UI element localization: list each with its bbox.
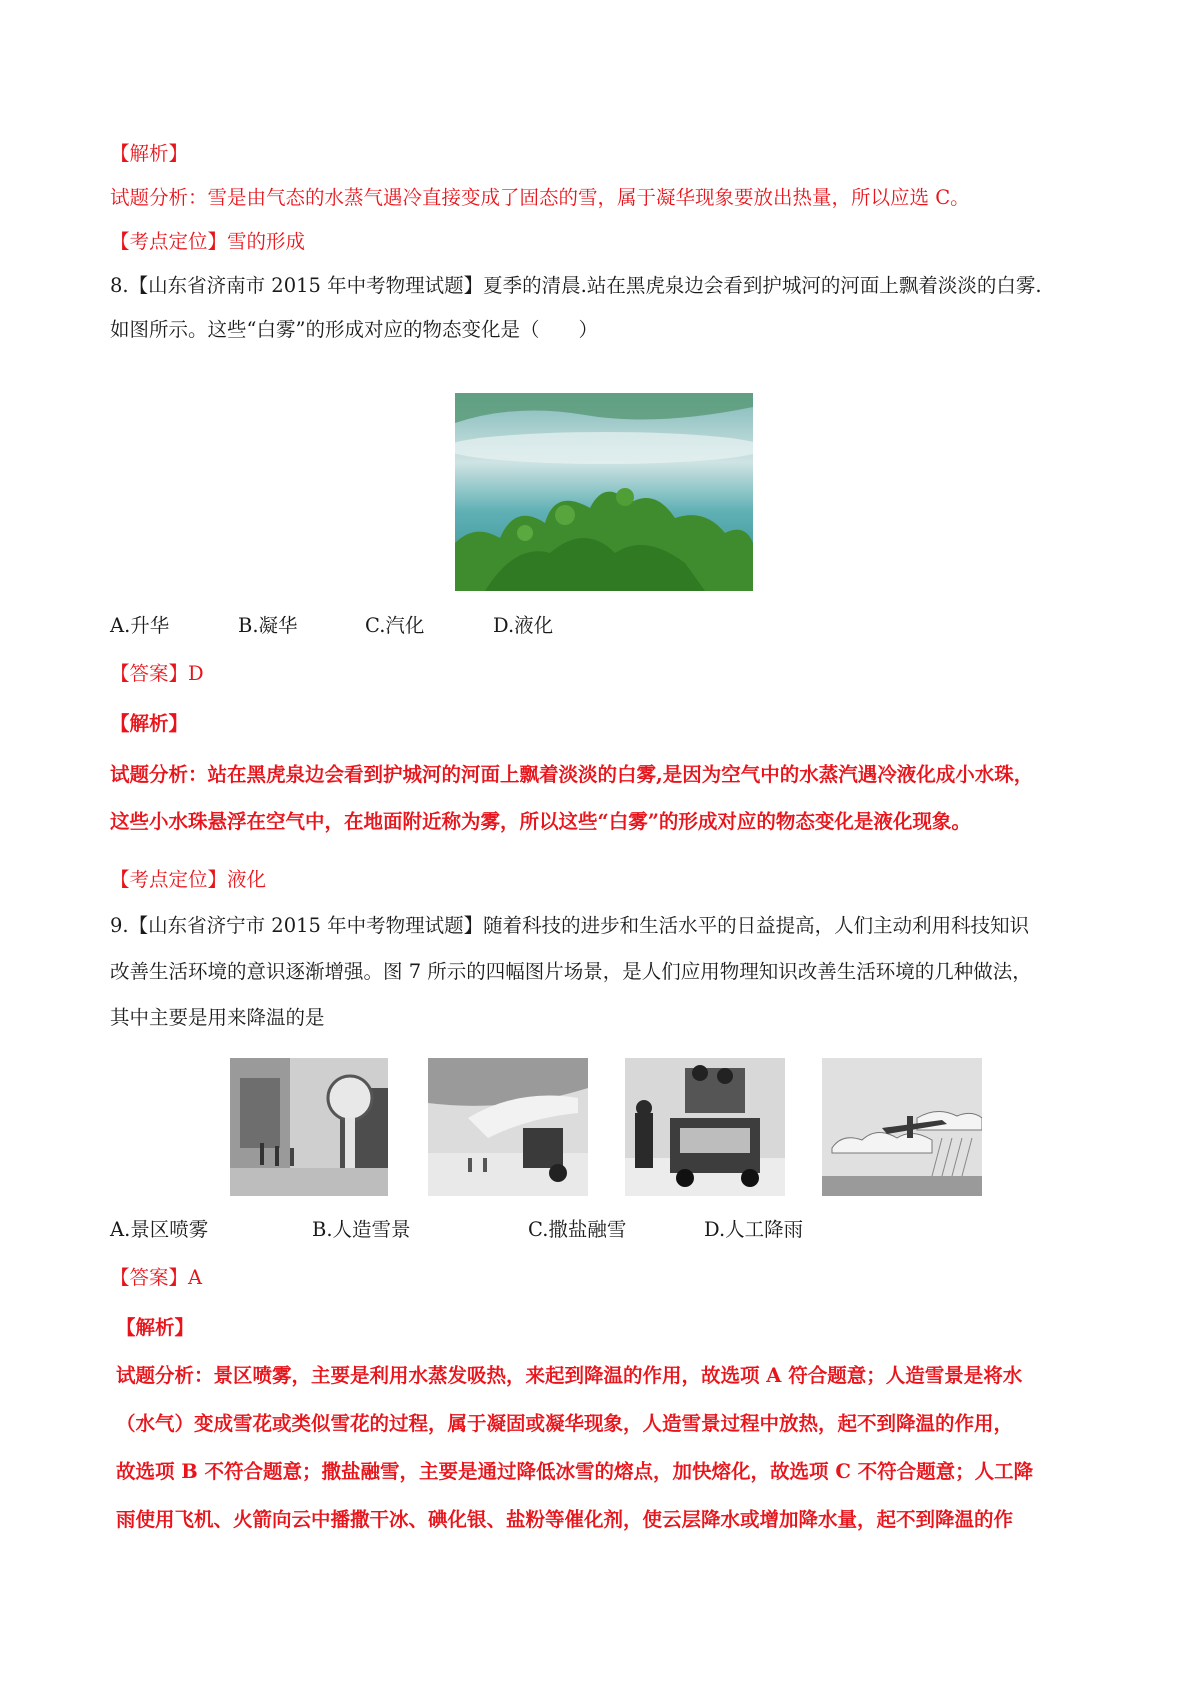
q9-analysis-line4: 雨使用飞机、火箭向云中播撒干冰、碘化银、盐粉等催化剂，使云层降水或增加降水量，起不到降温的作 xyxy=(116,1508,1014,1531)
q8-stem-line2: 如图所示。这些“白雾”的形成对应的物态变化是（ ） xyxy=(110,318,598,341)
q8-point-tag: 【考点定位】液化 xyxy=(110,868,267,891)
q9-analysis-line2: （水气）变成雪花或类似雪花的过程，属于凝固或凝华现象，人造雪景过程中放热，起不到降温的作用， xyxy=(116,1412,1014,1435)
lake-fog-photo xyxy=(455,393,753,591)
q7-point-tag: 【考点定位】雪的形成 xyxy=(110,230,306,253)
q8-option-a: A.升华 xyxy=(110,614,170,637)
q7-analysis-tag: 【解析】 xyxy=(110,142,189,165)
q9-options xyxy=(110,1216,1110,1244)
q9-option-b: B.人造雪景 xyxy=(312,1218,411,1241)
q9-analysis-line3: 故选项 B 不符合题意；撒盐融雪，主要是通过降低冰雪的熔点，加快熔化，故选项 C 不符合题意；人工降 xyxy=(116,1460,1034,1483)
q8-stem-line1: 8.【山东省济南市 2015 年中考物理试题】夏季的清晨.站在黑虎泉边会看到护城河的河面上飘着淡淡的白雾. xyxy=(110,274,1042,297)
q8-option-c: C.汽化 xyxy=(365,614,425,637)
q9-stem-line2: 改善生活环境的意识逐渐增强。图 7 所示的四幅图片场景，是人们应用物理知识改善生活环境的几种做法， xyxy=(110,960,1032,983)
q9-option-a: A.景区喷雾 xyxy=(110,1218,209,1241)
q8-option-b: B.凝华 xyxy=(238,614,298,637)
q9-stem-line3: 其中主要是用来降温的是 xyxy=(110,1006,325,1029)
q8-analysis-line2: 这些小水珠悬浮在空气中，在地面附近称为雾，所以这些“白雾”的形成对应的物态变化是液化现象。 xyxy=(110,810,971,833)
q8-options xyxy=(110,612,1110,640)
q8-option-d: D.液化 xyxy=(493,614,554,637)
q7-analysis-text: 试题分析：雪是由气态的水蒸气遇冷直接变成了固态的雪，属于凝华现象要放出热量，所以应选 C。 xyxy=(110,186,970,209)
scenic-spray-photo xyxy=(230,1058,388,1196)
q8-answer: 【答案】D xyxy=(110,662,204,685)
artificial-rain-illustration xyxy=(822,1058,982,1196)
q9-option-c: C.撒盐融雪 xyxy=(528,1218,627,1241)
q8-analysis-tag: 【解析】 xyxy=(110,712,189,735)
q8-analysis-line1: 试题分析：站在黑虎泉边会看到护城河的河面上飘着淡淡的白雾,是因为空气中的水蒸汽遇冷液化成小水珠， xyxy=(110,763,1034,786)
q9-stem-line1: 9.【山东省济宁市 2015 年中考物理试题】随着科技的进步和生活水平的日益提高，人们主动利用科技知识 xyxy=(110,914,1030,937)
q9-analysis-line1: 试题分析：景区喷雾，主要是利用水蒸发吸热，来起到降温的作用，故选项 A 符合题意；人造雪景是将水 xyxy=(116,1364,1023,1387)
salt-melting-snow-photo xyxy=(625,1058,785,1196)
q9-option-d: D.人工降雨 xyxy=(704,1218,804,1241)
artificial-snow-photo xyxy=(428,1058,588,1196)
q9-answer: 【答案】A xyxy=(110,1266,203,1289)
q9-analysis-tag: 【解析】 xyxy=(116,1316,195,1339)
